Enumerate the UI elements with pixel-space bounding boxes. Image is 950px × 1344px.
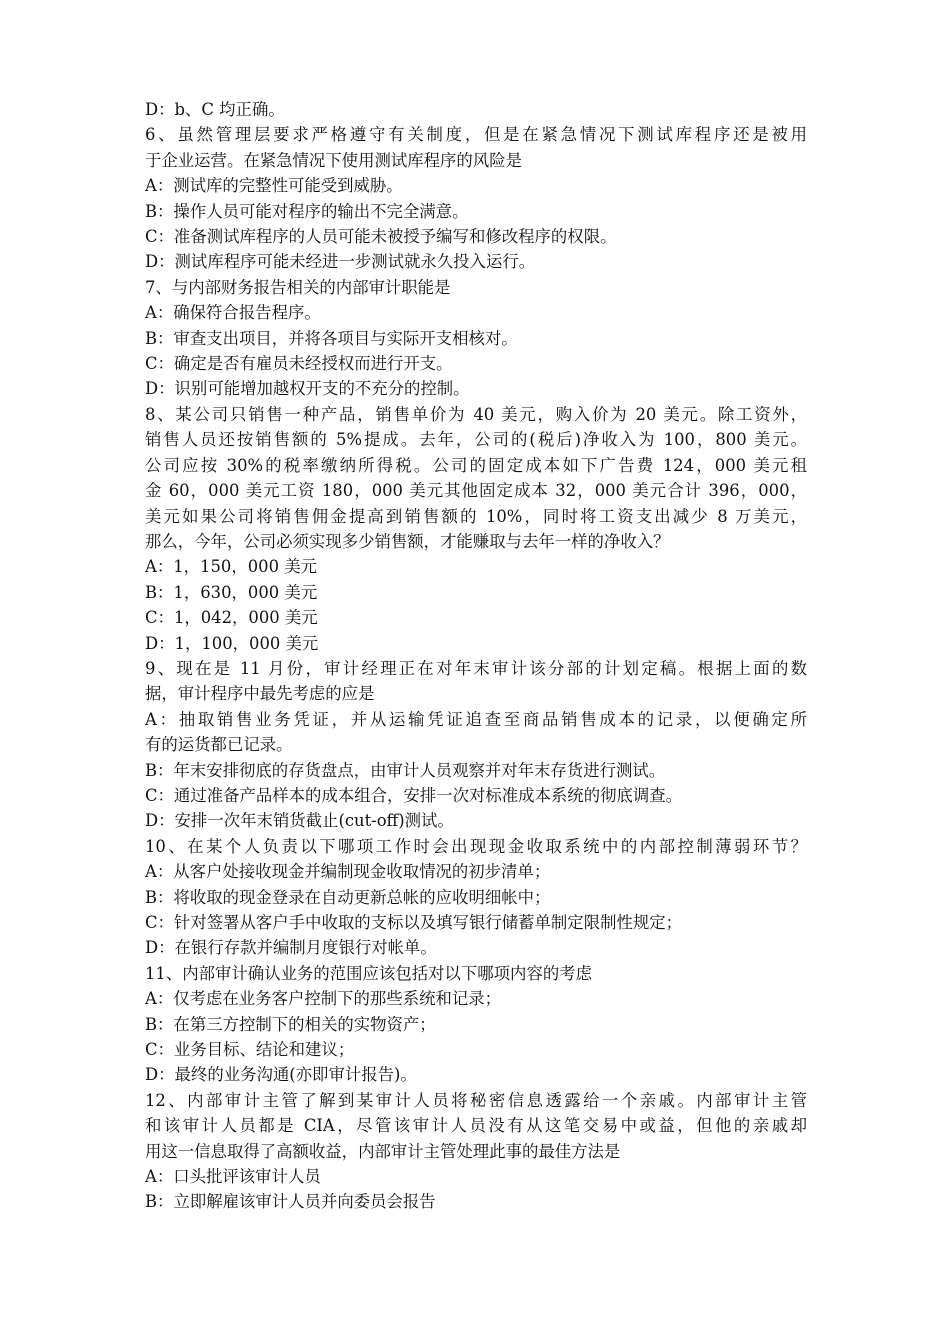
text-line: A：从客户处接收现金并编制现金收取情况的初步清单； <box>145 862 551 882</box>
text-line: B：将收取的现金登录在自动更新总帐的应收明细帐中； <box>145 887 551 907</box>
text-line: 金 60，000 美元工资 180，000 美元其他固定成本 32，000 美元合计 396，000， <box>145 481 807 501</box>
text-line: 8、某公司只销售一种产品，销售单价为 40 美元，购入价为 20 美元。除工资外， <box>145 404 807 424</box>
text-line: A：1，150，000 美元 <box>145 557 317 577</box>
text-line: A：仅考虑在业务客户控制下的那些系统和记录； <box>145 989 502 1009</box>
text-line: D：1，100，000 美元 <box>145 633 319 653</box>
text-line: 12、内部审计主管了解到某审计人员将秘密信息透露给一个亲戚。内部审计主管 <box>145 1090 807 1110</box>
text-line: D：识别可能增加越权开支的不充分的控制。 <box>145 379 470 399</box>
text-line: 7、与内部财务报告相关的内部审计职能是 <box>145 277 451 297</box>
text-line: 9、现在是 11 月份，审计经理正在对年末审计该分部的计划定稿。根据上面的数 <box>145 658 807 678</box>
text-line: 据，审计程序中最先考虑的应是 <box>145 684 375 704</box>
text-line: 有的运货都已记录。 <box>145 735 293 755</box>
text-line: C：1，042，000 美元 <box>145 608 318 628</box>
text-line: C：准备测试库程序的人员可能未被授予编写和修改程序的权限。 <box>145 227 617 247</box>
text-line: D：最终的业务沟通(亦即审计报告)。 <box>145 1065 417 1085</box>
text-line: A：测试库的完整性可能受到威胁。 <box>145 176 403 196</box>
text-line: B：操作人员可能对程序的输出不完全满意。 <box>145 201 469 221</box>
text-line: D：在银行存款并编制月度银行对帐单。 <box>145 938 437 958</box>
text-line: 那么，今年，公司必须实现多少销售额，才能赚取与去年一样的净收入？ <box>145 531 670 551</box>
text-line: D：测试库程序可能未经进一步测试就永久投入运行。 <box>145 252 536 272</box>
text-line: A：抽取销售业务凭证，并从运输凭证追查至商品销售成本的记录，以便确定所 <box>145 709 807 729</box>
text-line: C：业务目标、结论和建议； <box>145 1040 355 1060</box>
text-line: B：在第三方控制下的相关的实物资产； <box>145 1014 436 1034</box>
text-line: 和该审计人员都是 CIA，尽管该审计人员没有从这笔交易中或益，但他的亲戚却 <box>145 1116 807 1136</box>
text-line: B：审查支出项目，并将各项目与实际开支相核对。 <box>145 328 518 348</box>
document-page <box>145 97 807 1215</box>
text-line: D：b、C 均正确。 <box>145 100 285 119</box>
text-line: D：安排一次年末销货截止(cut-off)测试。 <box>145 811 454 831</box>
text-line: B：年末安排彻底的存货盘点，由审计人员观察并对年末存货进行测试。 <box>145 760 666 780</box>
text-line: 10、在某个人负责以下哪项工作时会出现现金收取系统中的内部控制薄弱环节？ <box>145 836 807 856</box>
text-line: 用这一信息取得了高额收益，内部审计主管处理此事的最佳方法是 <box>145 1141 621 1161</box>
text-line: 11、内部审计确认业务的范围应该包括对以下哪项内容的考虑 <box>145 963 593 983</box>
text-line: 销售人员还按销售额的 5%提成。去年，公司的(税后)净收入为 100，800 美元。 <box>145 430 807 450</box>
text-line: 6、虽然管理层要求严格遵守有关制度，但是在紧急情况下测试库程序还是被用 <box>145 125 807 145</box>
text-line: 公司应按 30%的税率缴纳所得税。公司的固定成本如下广告费 124，000 美元租 <box>145 455 807 475</box>
text-line: A：口头批评该审计人员 <box>145 1167 321 1187</box>
text-line: B：立即解雇该审计人员并向委员会报告 <box>145 1192 436 1212</box>
text-line: 美元如果公司将销售佣金提高到销售额的 10%，同时将工资支出减少 8 万美元， <box>145 506 807 526</box>
text-line: C：通过准备产品样本的成本组合，安排一次对标准成本系统的彻底调查。 <box>145 785 683 805</box>
text-line: A：确保符合报告程序。 <box>145 303 321 323</box>
text-line: 于企业运营。在紧急情况下使用测试库程序的风险是 <box>145 150 522 170</box>
text-line: C：针对签署从客户手中收取的支标以及填写银行储蓄单制定限制性规定； <box>145 913 683 932</box>
text-line: C：确定是否有雇员未经授权而进行开支。 <box>145 354 453 374</box>
text-line: B：1，630，000 美元 <box>145 582 318 602</box>
